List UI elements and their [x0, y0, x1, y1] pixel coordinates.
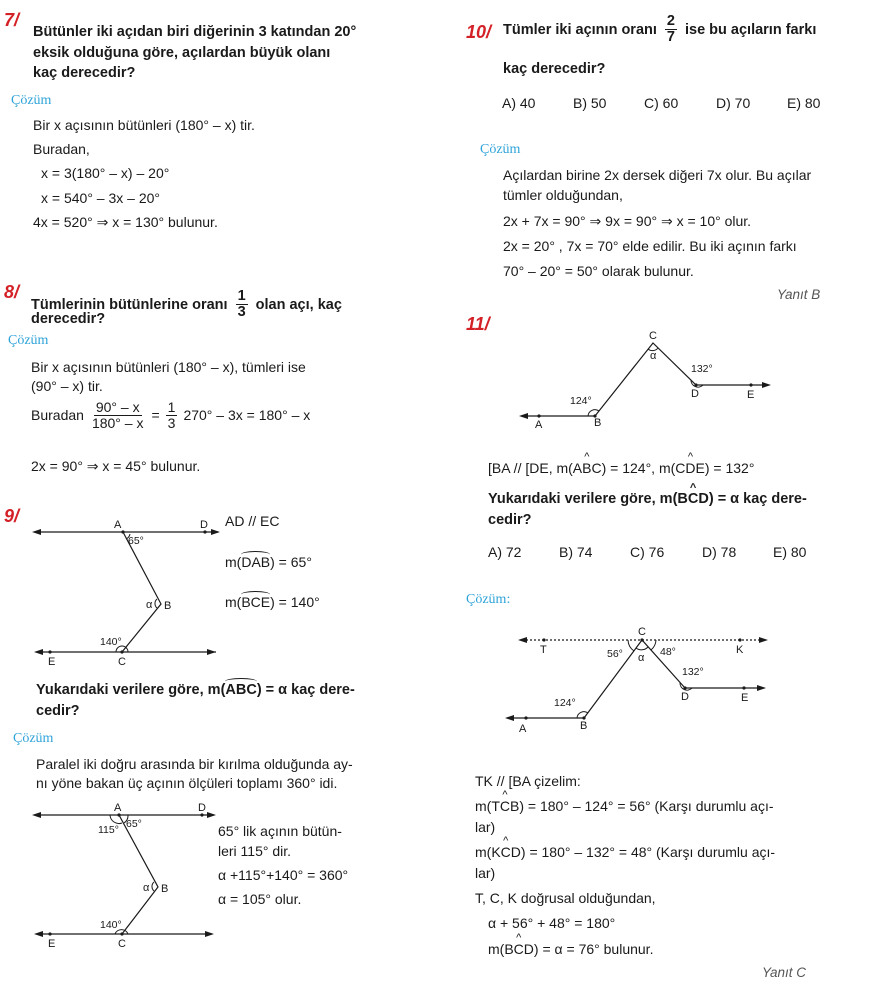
point-A — [537, 414, 540, 417]
point-A — [524, 716, 527, 719]
segment-BCD — [595, 343, 696, 416]
t: ) = 65° — [270, 554, 312, 570]
label-A: A — [519, 723, 527, 735]
problem-7-line: Buradan, — [33, 141, 90, 157]
problem-10-option-d: D) 70 — [716, 95, 751, 111]
point-E — [742, 686, 745, 689]
arc-alpha — [155, 599, 157, 608]
problem-11-solution-figure — [500, 622, 775, 740]
label-124: 124° — [570, 395, 592, 407]
label-B: B — [580, 720, 588, 732]
t: D) = α kaç dere- — [698, 491, 807, 507]
problem-7-solution-label: Çözüm — [11, 93, 52, 108]
problem-10-option-b: B) 50 — [573, 95, 607, 111]
t: E) = 132° — [695, 460, 755, 476]
line-EC — [34, 649, 216, 655]
label-E: E — [747, 389, 755, 401]
label-65: 65° — [126, 818, 142, 830]
ray-BA — [505, 715, 584, 721]
frac-num: 2 — [666, 13, 675, 29]
problem-10-solution-label: Çözüm — [480, 142, 521, 157]
problem-10-question-line2: kaç derecedir? — [503, 61, 606, 77]
problem-11-question-line2: cedir? — [488, 512, 532, 528]
problem-7-line: Bir x açısının bütünleri (180° – x) tir. — [33, 117, 255, 133]
arc-alpha — [152, 882, 154, 891]
problem-7-number: 7/ — [4, 10, 20, 30]
frac-num: 90° – x — [95, 399, 140, 415]
angle-vertex: C ^ — [501, 843, 511, 862]
problem-9-given3 — [225, 593, 320, 612]
problem-11-solution-line2 — [475, 797, 774, 816]
point-E — [749, 383, 752, 386]
label-A: A — [114, 519, 122, 531]
problem-9-solution-right: 65° lik açının bütün- — [218, 823, 342, 839]
ray-DE — [685, 685, 766, 691]
angle-vertex: C ^ — [514, 940, 524, 959]
t: ) = α kaç dere- — [256, 682, 355, 698]
problem-9-given2 — [225, 553, 312, 572]
frac-den: 7 — [666, 29, 675, 45]
arc-56 — [628, 640, 634, 651]
q-text: olan açı, kaç — [255, 296, 342, 313]
problem-8-equation — [31, 400, 310, 431]
fraction-one-third — [236, 289, 248, 320]
angle-vertex: D ^ — [685, 459, 695, 478]
buradan-text: Buradan — [31, 407, 84, 423]
label-A: A — [535, 419, 543, 431]
problem-9-solution-figure — [30, 795, 220, 955]
problem-9-solution-line1: Paralel iki doğru arasında bir kırılma olduğunda ay- — [36, 756, 353, 772]
label-65: 65° — [128, 535, 144, 547]
problem-9-figure — [30, 512, 230, 672]
ray-DE — [696, 382, 771, 388]
problem-11-solution-line3 — [475, 843, 775, 862]
problem-11-option-d: D) 78 — [702, 544, 737, 560]
frac-den: 3 — [237, 304, 246, 320]
label-D: D — [691, 388, 699, 400]
t: m( — [225, 594, 242, 610]
t: D) = 180° – 132° = 48° (Karşı durumlu açı- — [510, 844, 776, 860]
problem-9-solution-right: leri 115° dir. — [218, 843, 292, 859]
label-E: E — [48, 656, 56, 668]
point-D — [683, 686, 686, 689]
label-B: B — [164, 600, 172, 612]
problem-8-line2: (90° – x) tir. — [31, 378, 103, 394]
label-140: 140° — [100, 919, 122, 931]
label-D: D — [198, 802, 206, 814]
problem-11-given — [488, 459, 754, 478]
problem-9-solution-right: α +115°+140° = 360° — [218, 867, 349, 883]
problem-7-question-line1: Bütünler iki açıdan biri diğerinin 3 katından 20° — [33, 24, 357, 40]
label-E: E — [48, 938, 56, 950]
label-alpha: α — [143, 882, 150, 894]
problem-7-line: 4x = 520° ⇒ x = 130° bulunur. — [33, 214, 218, 230]
point-K — [738, 638, 741, 641]
problem-10-line: Açılardan birine 2x dersek diğeri 7x olur. Bu açılar — [503, 167, 812, 183]
problem-11-solution-line6 — [488, 940, 653, 959]
arc-notation: BCE — [241, 594, 271, 610]
point-C — [120, 650, 123, 653]
q-text: Tümlerinin bütünlerine oranı — [31, 296, 228, 313]
arc-notation: DAB — [241, 554, 271, 570]
ray-BA — [519, 413, 595, 419]
label-140: 140° — [100, 636, 122, 648]
problem-10-line: tümler olduğundan, — [503, 187, 623, 203]
label-E: E — [741, 692, 749, 704]
label-124: 124° — [554, 697, 576, 709]
problem-7-line: x = 540° – 3x – 20° — [41, 190, 160, 206]
label-alpha: α — [638, 652, 645, 664]
problem-9-solution-label: Çözüm — [13, 731, 54, 746]
t: B) = 180° – 124° = 56° (Karşı durumlu açı- — [510, 798, 774, 814]
problem-8-number: 8/ — [4, 282, 20, 302]
problem-11-option-c: C) 76 — [630, 544, 665, 560]
equals-sign: = — [151, 407, 160, 423]
label-C: C — [118, 938, 126, 950]
problem-10-option-c: C) 60 — [644, 95, 679, 111]
t: Yukarıdaki verilere göre, m(B — [488, 491, 688, 507]
problem-9-number: 9/ — [4, 506, 20, 526]
problem-10-line: 2x + 7x = 90° ⇒ 9x = 90° ⇒ x = 10° olur. — [503, 213, 752, 229]
segment-ABC — [122, 532, 161, 652]
label-alpha: α — [650, 350, 657, 362]
label-115: 115° — [98, 824, 119, 836]
frac-num: 1 — [167, 399, 176, 415]
angle-vertex: C ^ — [688, 489, 698, 509]
problem-10-line: 2x = 20° , 7x = 70° elde edilir. Bu iki açının farkı — [503, 238, 797, 254]
problem-7-question-line3: kaç derecedir? — [33, 65, 136, 81]
t: Yukarıdaki verilere göre, m( — [36, 682, 226, 698]
t: D) = α = 76° bulunur. — [523, 941, 654, 957]
t: [BA // [DE, m(A — [488, 460, 583, 476]
problem-9-given1: AD // EC — [225, 513, 280, 529]
label-B: B — [594, 417, 602, 429]
point-C — [640, 638, 643, 641]
problem-11-number: 11/ — [466, 314, 490, 334]
problem-11-figure — [515, 328, 785, 433]
point-D — [694, 383, 697, 386]
problem-10-line: 70° – 20° = 50° olarak bulunur. — [503, 263, 694, 279]
t: m( — [225, 554, 242, 570]
point-C — [120, 932, 123, 935]
frac-den: 180° – x — [91, 415, 144, 431]
problem-11-question-line1 — [488, 489, 807, 509]
problem-11-solution-label: Çözüm: — [466, 592, 511, 607]
problem-11-solution-line5: α + 56° + 48° = 180° — [488, 915, 616, 931]
problem-7-question-line2: eksik olduğuna göre, açılardan büyük olanı — [33, 45, 331, 61]
point-A — [121, 530, 124, 533]
point-E — [48, 650, 51, 653]
label-T: T — [540, 644, 547, 656]
problem-10-question-line1 — [503, 14, 816, 45]
point-T — [542, 638, 545, 641]
problem-11-solution-line2b: lar) — [475, 819, 496, 835]
label-D: D — [681, 691, 689, 703]
frac-num: 1 — [237, 288, 246, 304]
problem-10-option-e: E) 80 — [787, 95, 821, 111]
angle-vertex: B ^ — [582, 459, 591, 478]
problem-11-solution-line1: TK // [BA çizelim: — [475, 773, 581, 789]
label-B: B — [161, 883, 169, 895]
arc-48 — [651, 640, 656, 650]
problem-10-option-a: A) 40 — [502, 95, 536, 111]
label-C: C — [649, 330, 657, 342]
problem-11-option-a: A) 72 — [488, 544, 522, 560]
t: m(K — [475, 844, 501, 860]
angle-vertex: C ^ — [500, 797, 510, 816]
arc-alpha — [636, 647, 648, 650]
point-E — [48, 932, 51, 935]
problem-9-question-line2: cedir? — [36, 703, 80, 719]
label-A: A — [114, 802, 122, 814]
problem-8-line1: Bir x açısının bütünleri (180° – x), tümleri ise — [31, 359, 306, 375]
label-132: 132° — [691, 363, 713, 375]
label-D: D — [200, 519, 208, 531]
problem-10-answer: Yanıt B — [777, 287, 821, 302]
problem-9-solution-right: α = 105° olur. — [218, 891, 302, 907]
problem-9-solution-line2: nı yöne bakan üç açının ölçüleri toplamı 360° idi. — [36, 775, 338, 791]
equation-rest: 270° – 3x = 180° – x — [183, 407, 311, 423]
fraction-ratio — [90, 400, 146, 431]
problem-11-solution-line3b: lar) — [475, 865, 496, 881]
fraction-two-sevenths — [665, 14, 677, 45]
t: C) = 124°, m(C — [591, 460, 686, 476]
t: ) = 140° — [270, 594, 320, 610]
label-K: K — [736, 644, 744, 656]
label-132: 132° — [682, 666, 704, 678]
q-text: Tümler iki açının oranı — [503, 21, 657, 38]
label-C: C — [118, 656, 126, 668]
t: m(B — [488, 941, 514, 957]
problem-8-line4: 2x = 90° ⇒ x = 45° bulunur. — [31, 458, 201, 474]
problem-11-option-e: E) 80 — [773, 544, 807, 560]
q-text: ise bu açıların farkı — [684, 21, 817, 38]
problem-8-question-line2: derecedir? — [31, 311, 106, 327]
problem-7-line: x = 3(180° – x) – 20° — [41, 165, 170, 181]
t: m(T — [475, 798, 500, 814]
label-56: 56° — [607, 648, 623, 660]
fraction-one-third — [166, 400, 178, 431]
frac-den: 3 — [167, 415, 176, 431]
problem-11-answer: Yanıt C — [762, 965, 807, 980]
problem-9-question-line1 — [36, 680, 355, 700]
arc-notation: ABC — [225, 682, 257, 698]
segment-ABC — [119, 815, 158, 934]
problem-10-number: 10/ — [466, 22, 492, 42]
label-C: C — [638, 626, 646, 638]
problem-8-solution-label: Çözüm — [8, 333, 49, 348]
problem-11-option-b: B) 74 — [559, 544, 593, 560]
line-AD — [32, 529, 220, 535]
label-alpha: α — [146, 599, 153, 611]
line-AD — [32, 812, 216, 818]
label-48: 48° — [660, 646, 676, 658]
problem-11-solution-line4: T, C, K doğrusal olduğundan, — [475, 890, 656, 906]
